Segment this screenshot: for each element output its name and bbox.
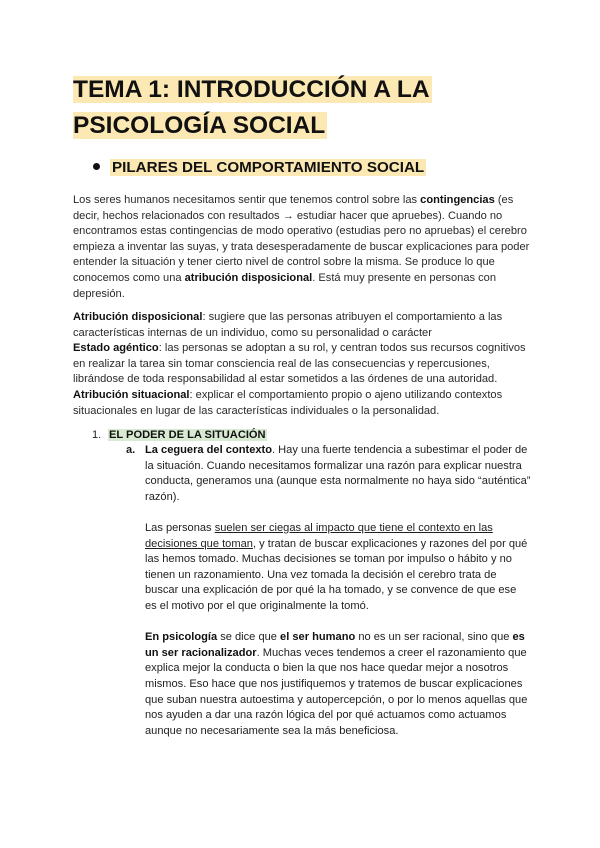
definition-text: : explicar el comportamiento propio o ajeno utilizando contextos situacionales en lugar de las características individuales o la personalidad. (73, 388, 503, 417)
term-atribucion-disposicional: atribución disposicional (184, 271, 313, 284)
definition-item (73, 310, 535, 341)
intro-text-3: . Está muy presente en personas con depresión. (73, 271, 497, 300)
underlined-text: suelen ser ciegas al impacto que tiene el contexto en las decisiones que toman (145, 521, 493, 550)
term-ser-humano: el ser humano (280, 631, 356, 644)
term-ceguera-contexto: La ceguera del contexto (145, 444, 272, 456)
sub-paragraph-3-text-2: no es un ser racional, sino que (355, 631, 513, 644)
intro-text-1: Los seres humanos necesitamos sentir que tenemos control sobre las (73, 194, 421, 206)
term-en-psicologia: En psicología (145, 631, 218, 644)
definition-term: Atribución situacional (73, 388, 190, 401)
title-line-1: TEMA 1: INTRODUCCIÓN A LA (73, 76, 430, 103)
sub-paragraph-3 (145, 630, 531, 739)
title-line-2: PSICOLOGÍA SOCIAL (73, 112, 326, 139)
definition-term: Estado agéntico (73, 342, 159, 355)
definition-item (73, 341, 535, 388)
definition-text: : las personas se adoptan a su rol, y centran todos sus recursos cognitivos en realizar la tarea sin tomar consciencia real de las consecuencias y repercusiones, librándose de toda responsabilidad al estar sometidos a las órdenes de una autoridad. (73, 342, 526, 386)
sub-paragraph-1 (145, 443, 531, 505)
sub-paragraph-2 (145, 521, 531, 615)
numbered-heading-text: EL PODER DE LA SITUACIÓN (109, 429, 266, 441)
definition-term: Atribución disposicional (73, 311, 203, 323)
page-title (73, 72, 432, 144)
sub-paragraph-3-text-1: se dice que (217, 631, 281, 644)
section-heading (93, 157, 426, 179)
sub-paragraph-2-start: Las personas (145, 521, 215, 534)
term-contingencias: contingencias (420, 194, 495, 206)
term-ser-racionalizador: es un ser racionalizador (145, 631, 525, 659)
list-number: 1. (92, 429, 102, 441)
definition-text: : sugiere que las personas atribuyen el comportamiento a las características internas de un individuo, como su personalidad o carácter (73, 311, 503, 339)
sub-paragraph-1-text: . Hay una fuerte tendencia a subestimar el poder de la situación. Cuando necesitamos formalizar una razón para explicar nuestra conducta, generamos una (aunque esta normalmente no haya sido “auténtica” razón). (145, 444, 531, 503)
intro-text-2: (es decir, hechos relacionados con resultados → estudiar hacer que apruebes). Cuando no encontramos estas contingencias de modo operativo (estudias pero no apruebas) el cerebro empieza a inventar las suyas, y trata desesperadamente de buscar explicaciones para poder entender la situación y tener cierto nivel de control sobre la misma. Se produce lo que conocemos como una (73, 194, 530, 284)
sub-paragraph-2-text: , y tratan de buscar explicaciones y razones del por qué las hemos tomado. Muchas decisiones se toman por impulso o hábito y no tienen un razonamiento. Una vez tomada la decisión el cerebro trata de buscar una explicación de por qué la ha tomado, y se convence de que ese es el motivo por el que originalmente la tomó. (145, 537, 528, 612)
definitions-block (73, 310, 535, 419)
numbered-heading (92, 428, 267, 444)
intro-paragraph (73, 193, 535, 302)
sub-item-letter: a. (126, 444, 136, 456)
definition-item (73, 388, 535, 419)
sub-item-content (145, 443, 531, 739)
bullet-icon (93, 163, 100, 170)
section-heading-text: PILARES DEL COMPORTAMIENTO SOCIAL (112, 159, 425, 176)
sub-item-a (126, 443, 531, 755)
sub-paragraph-3-text-3: . Muchas veces tendemos a creer el razonamiento que explica mejor la conducta o bien la que nos hace quedar mejor a nosotros mismos. Eso hace que nos justifiquemos y tratemos de buscar explicaciones que suban nuestra autoestima y autopercepción, o por lo menos aquellas que nos ayuden a dar una razón lógica del por qué actuamos como actuamos aunque no necesariamente sea la más beneficiosa. (145, 646, 528, 737)
